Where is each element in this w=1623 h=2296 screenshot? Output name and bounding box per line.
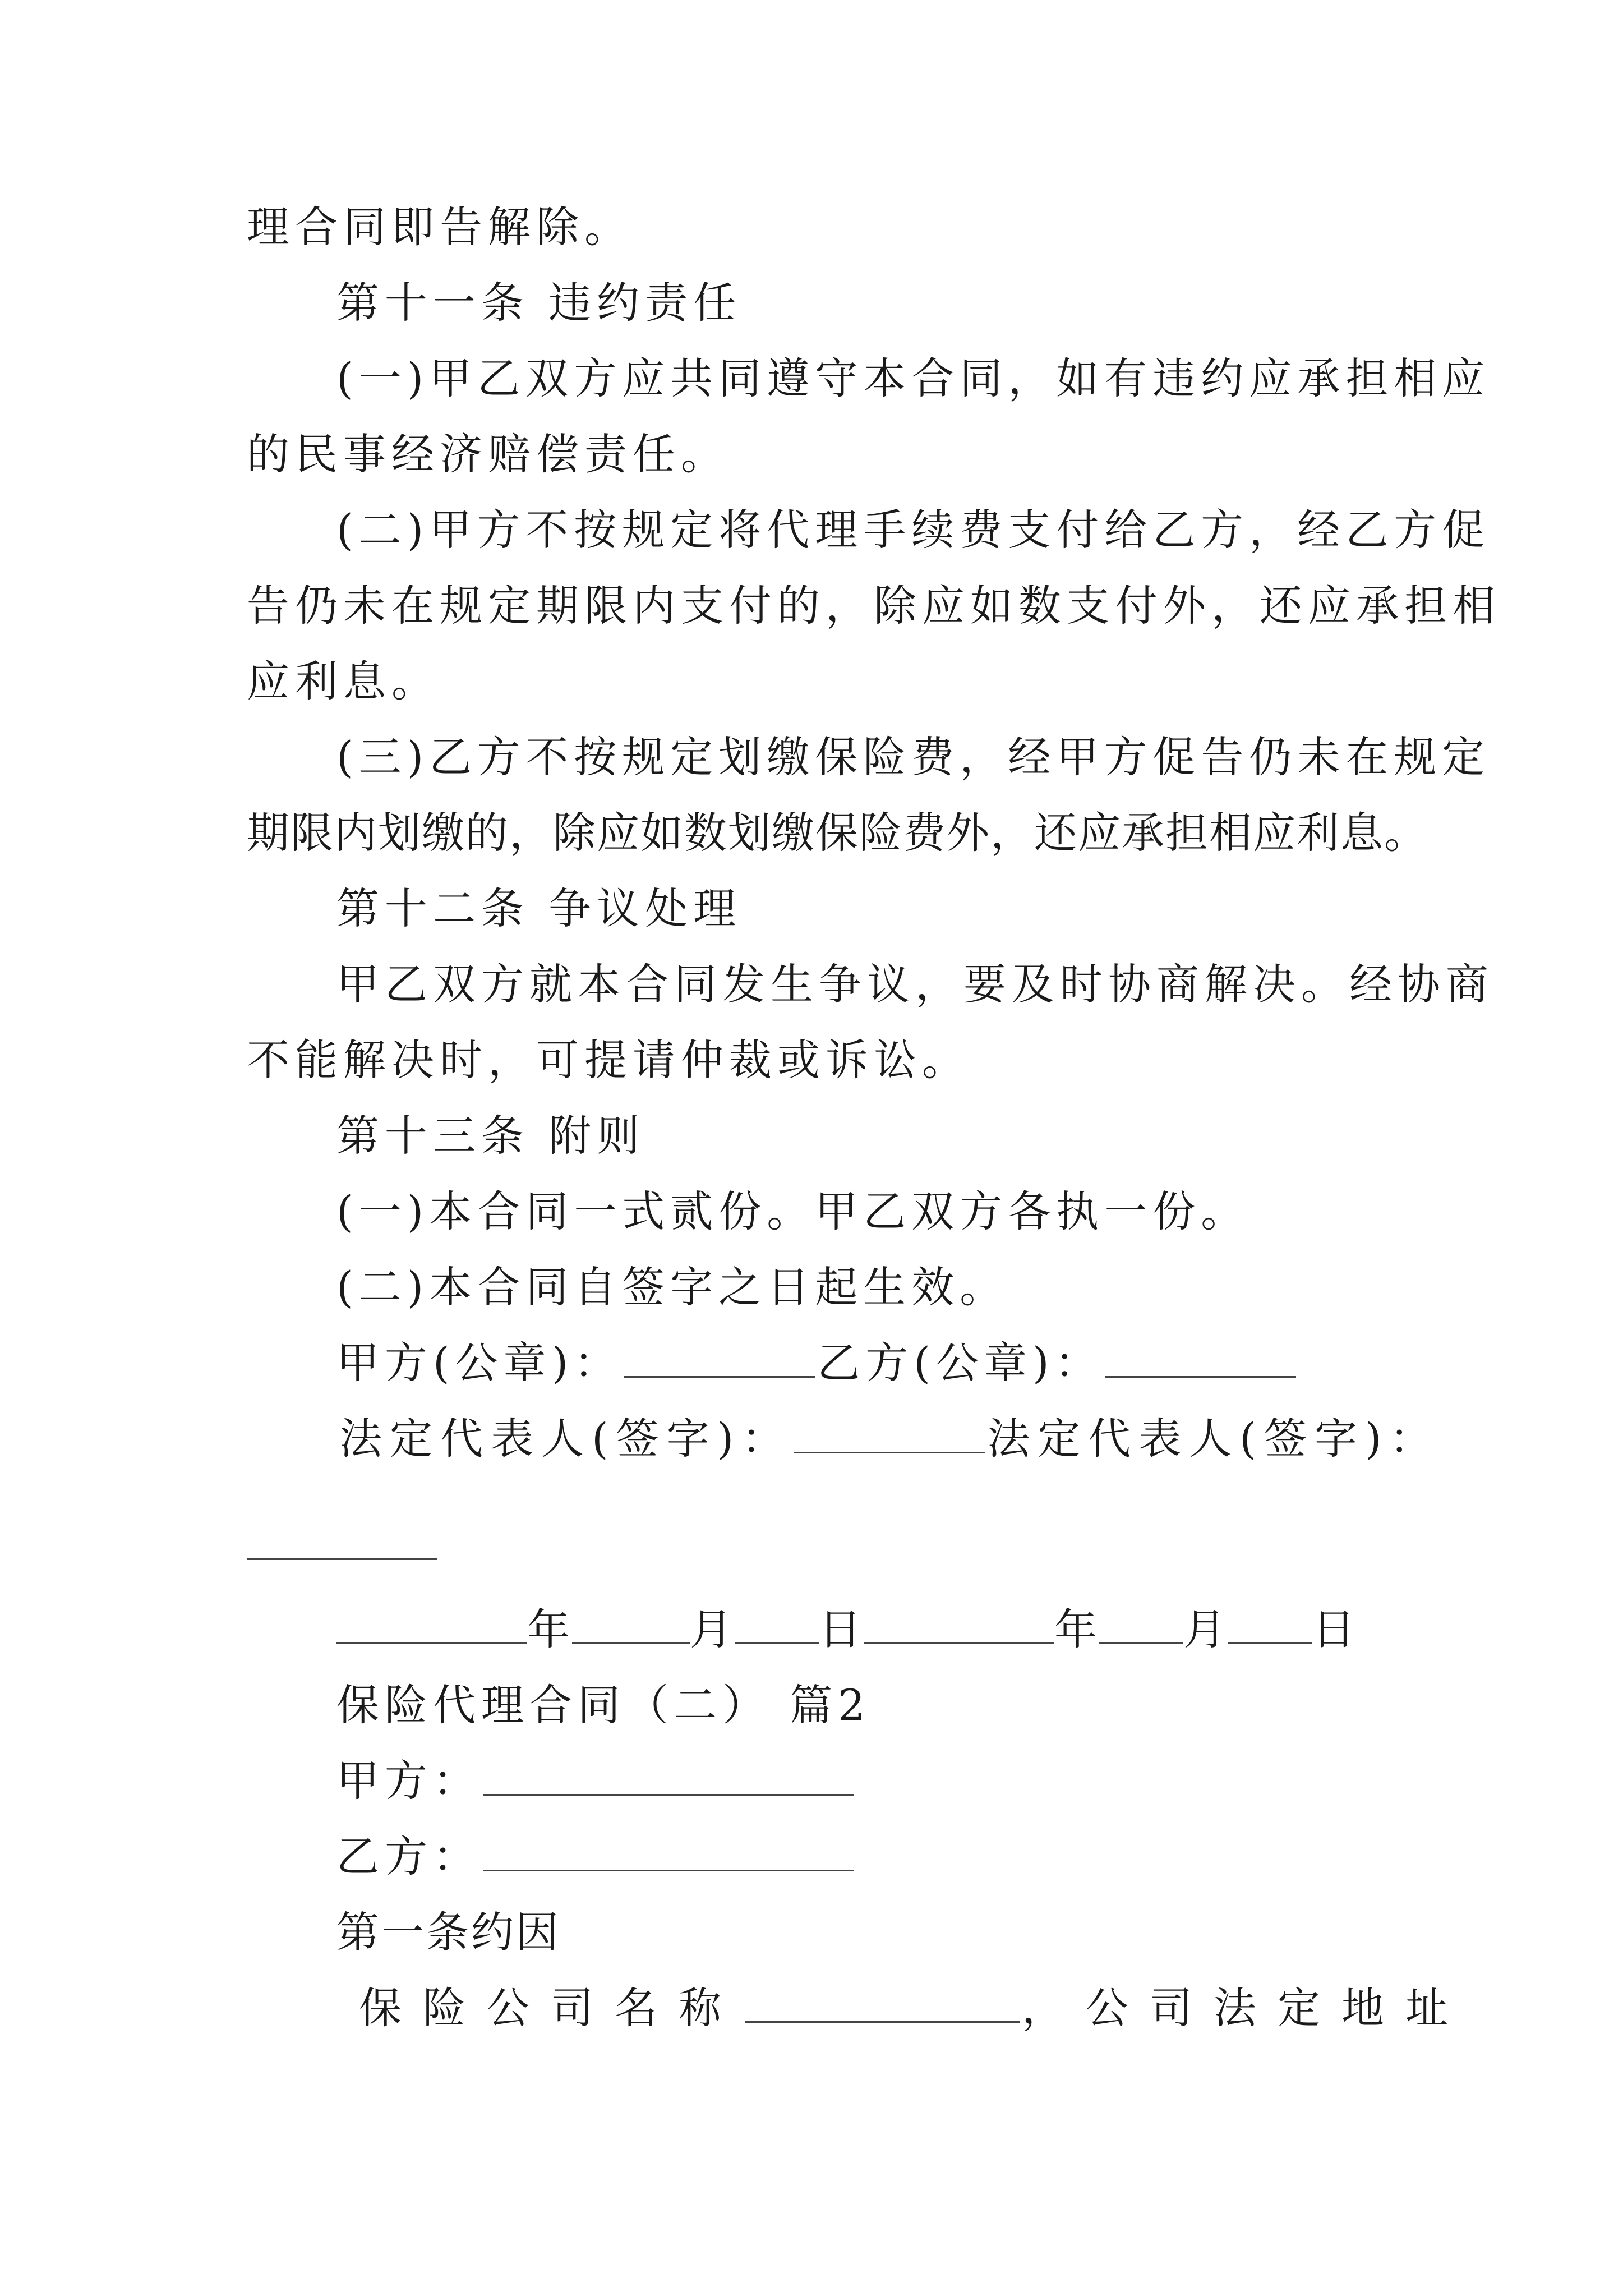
party-b-label: 乙方： xyxy=(336,1832,481,1881)
paragraph-line: 理合同即告解除。 xyxy=(247,202,633,252)
party-seal-line xyxy=(336,1335,1298,1391)
paragraph-line: 不能解决时，可提请仲裁或诉讼。 xyxy=(247,1035,970,1085)
day-b-label: 日 xyxy=(1312,1604,1357,1654)
paragraph-line: 期限内划缴的，除应如数划缴保险费外，还应承担相应利息。 xyxy=(247,808,1428,858)
company-address-label: ，公司法定地址 xyxy=(1022,1983,1469,2033)
paragraph-line: 告仍未在规定期限内支付的，除应如数支付外，还应承担相 xyxy=(247,581,1501,631)
company-name-label: 保险公司名称 xyxy=(359,1983,743,2033)
month-b-blank xyxy=(1099,1602,1183,1644)
year-a-label: 年 xyxy=(527,1604,572,1654)
party-a-seal-label: 甲方(公章)： xyxy=(336,1338,623,1388)
article-heading: 第一条约因 xyxy=(336,1907,561,1957)
month-a-blank xyxy=(572,1602,690,1644)
paragraph-line: 应利息。 xyxy=(247,656,440,706)
rep-b-label: 法定代表人(签字)： xyxy=(987,1414,1440,1464)
party-b-seal-blank xyxy=(1105,1336,1296,1378)
paragraph-line: (一)甲乙双方应共同遵守本合同，如有违约应承担相应 xyxy=(336,353,1491,403)
year-a-blank xyxy=(336,1602,527,1644)
company-line xyxy=(359,1980,1469,2036)
party-b-line xyxy=(336,1829,856,1885)
paragraph-line: (二)本合同自签字之日起生效。 xyxy=(336,1262,1008,1312)
party-a-label: 甲方： xyxy=(336,1756,481,1806)
year-b-label: 年 xyxy=(1054,1604,1099,1654)
party-b-blank xyxy=(483,1829,854,1871)
party-a-line xyxy=(336,1753,856,1809)
paragraph-line: (二)甲方不按规定将代理手续费支付给乙方，经乙方促 xyxy=(336,505,1491,555)
article-heading: 第十一条 违约责任 xyxy=(336,278,742,328)
rep-a-blank xyxy=(794,1411,985,1453)
representative-line xyxy=(339,1411,1440,1467)
section-title: 保险代理合同（二） 篇2 xyxy=(336,1680,871,1730)
day-b-blank xyxy=(1228,1602,1312,1644)
article-heading: 第十二条 争议处理 xyxy=(336,884,742,933)
paragraph-line: 甲乙双方就本合同发生争议，要及时协商解决。经协商 xyxy=(336,959,1494,1009)
party-a-blank xyxy=(483,1754,854,1796)
paragraph-line: 的民事经济赔偿责任。 xyxy=(247,429,729,479)
day-a-blank xyxy=(735,1602,819,1644)
rep-a-label: 法定代表人(签字)： xyxy=(339,1414,792,1464)
month-a-label: 月 xyxy=(690,1604,735,1654)
paragraph-line: (三)乙方不按规定划缴保险费，经甲方促告仍未在规定 xyxy=(336,732,1491,782)
article-heading: 第十三条 附则 xyxy=(336,1111,645,1161)
party-a-seal-blank xyxy=(624,1336,815,1378)
date-line xyxy=(336,1602,1357,1658)
party-b-seal-label: 乙方(公章)： xyxy=(817,1338,1103,1388)
company-name-blank xyxy=(745,1981,1020,2023)
month-b-label: 月 xyxy=(1183,1604,1228,1654)
day-a-label: 日 xyxy=(819,1604,864,1654)
rep-b-blank xyxy=(247,1558,437,1560)
paragraph-line: (一)本合同一式贰份。甲乙双方各执一份。 xyxy=(336,1186,1249,1236)
year-b-blank xyxy=(864,1602,1054,1644)
